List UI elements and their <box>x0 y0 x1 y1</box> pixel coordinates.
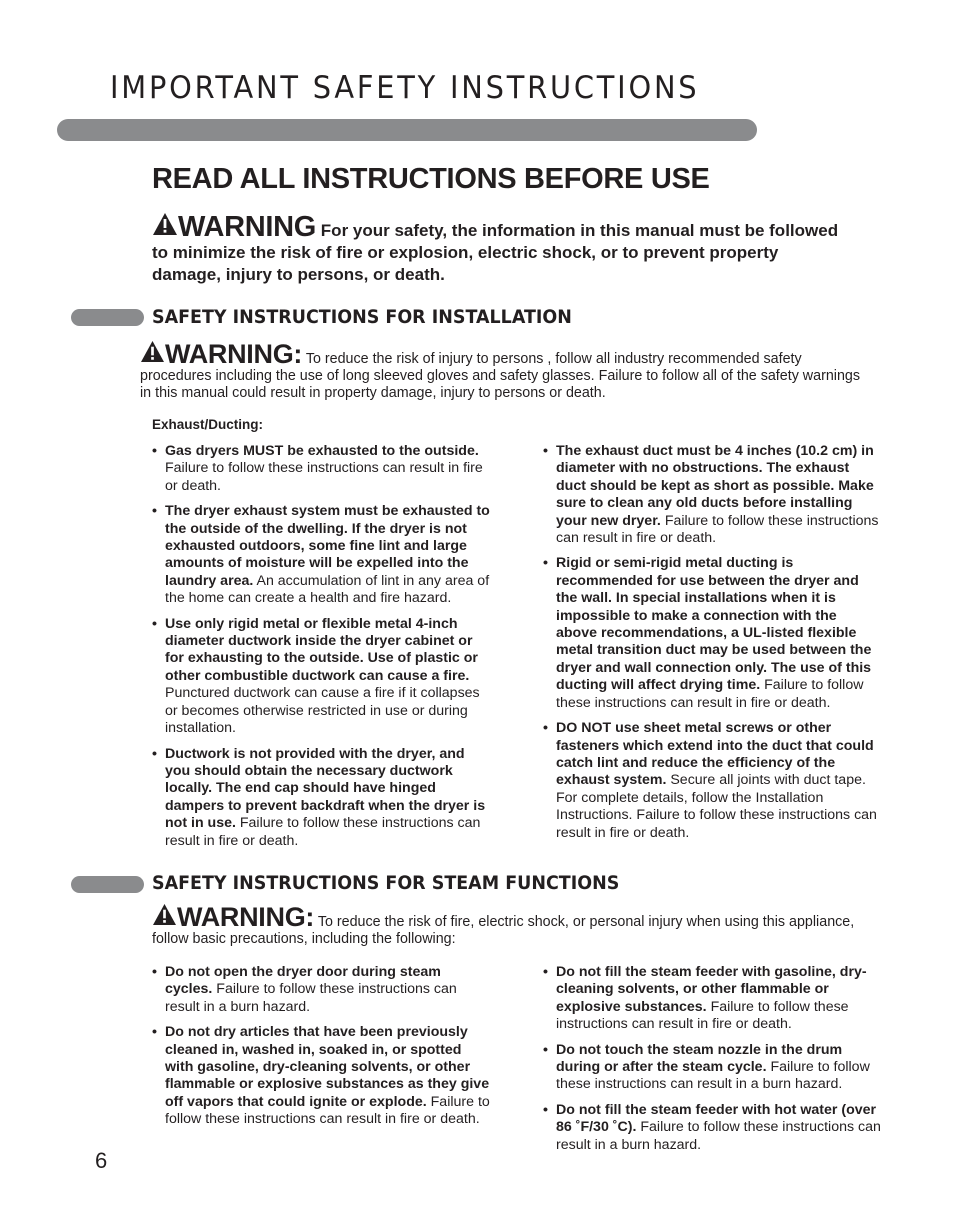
bullet-bold-text: Gas dryers MUST be exhausted to the outside. <box>165 443 479 459</box>
steam-right-column <box>543 964 881 1162</box>
title-bar <box>57 119 757 141</box>
steam-left-column <box>152 964 492 1137</box>
installation-warning <box>140 340 875 402</box>
bullet-bold-text: Ductwork is not provided with the dryer, and you should obtain the necessary ductwork locally. The end cap should have hinged dampers to prevent backdraft when the dryer is not in use. <box>165 745 486 832</box>
warning-word: WARNING <box>178 211 317 243</box>
bullet-item <box>152 1024 492 1128</box>
installation-section-title: SAFETY INSTRUCTIONS FOR INSTALLATION <box>152 306 572 328</box>
bullet-bold-text: Do not fill the steam feeder with gasoline, dry-cleaning solvents, or other flammable or explosive substances. <box>556 964 867 1015</box>
bullet-bold-text: Do not open the dryer door during steam cycles. <box>165 964 441 998</box>
steam-section-title: SAFETY INSTRUCTIONS FOR STEAM FUNCTIONS <box>152 872 620 894</box>
bullet-text: Secure all joints with duct tape. For complete details, follow the Installation Instructions. Failure to follow these instructions can result in fire or death. <box>556 772 877 841</box>
bullet-item <box>152 443 492 495</box>
bullet-item <box>152 746 492 850</box>
warning-word: WARNING: <box>177 902 315 932</box>
page-number: 6 <box>95 1148 108 1173</box>
bullet-item <box>152 503 492 607</box>
bullet-bold-text: DO NOT use sheet metal screws or other fasteners which extend into the duct that could catch lint and reduce the efficiency of the exhaust system. <box>556 720 874 789</box>
page-title: IMPORTANT SAFETY INSTRUCTIONS <box>110 70 700 106</box>
bullet-item <box>543 555 881 712</box>
installation-warning-text: To reduce the risk of injury to persons , follow all industry recommended safety procedures including the use of long sleeved gloves and safety glasses. Failure to follow all of the safety warnings in this manual could result in property damage, injury to persons or death. <box>140 351 861 401</box>
installation-left-column <box>152 443 492 858</box>
main-warning-text: For your safety, the information in this manual must be followed to minimize the risk of fire or explosion, electric shock, or to prevent property damage, injury to persons, or death. <box>152 221 839 284</box>
warning-word: WARNING: <box>165 339 303 369</box>
bullet-item <box>152 964 492 1016</box>
warning-triangle-icon <box>152 212 178 236</box>
section-marker <box>71 309 144 326</box>
bullet-bold-text: The dryer exhaust system must be exhausted to the outside of the dwelling. If the dryer is not exhausted outdoors, some fine lint and large amounts of moisture will be expelled into the laundry area. <box>165 503 490 589</box>
bullet-text: Failure to follow these instructions can result in fire or death. <box>556 998 849 1033</box>
bullet-text: Failure to follow these instructions can result in fire or death. <box>556 512 879 547</box>
bullet-bold-text: Rigid or semi-rigid metal ducting is recommended for use between the dryer and the wall. In special installations when it is impossible to make a connection with the above recommendations, a UL-listed flexible metal transition duct may be used between the dryer and wall connection only. The use of this ducting will affect drying time. <box>556 555 872 694</box>
bullet-text: Failure to follow these instructions can result in a burn hazard. <box>556 1059 870 1093</box>
read-all-heading: READ ALL INSTRUCTIONS BEFORE USE <box>152 163 710 195</box>
main-warning <box>152 212 842 286</box>
warning-triangle-icon <box>140 340 165 363</box>
bullet-item <box>543 1042 881 1094</box>
section-marker <box>71 876 144 893</box>
exhaust-ducting-subhead: Exhaust/Ducting: <box>152 417 264 432</box>
bullet-item <box>152 616 492 738</box>
bullet-text: Failure to follow these instructions can result in fire or death. <box>556 677 864 711</box>
bullet-item <box>543 720 881 842</box>
bullet-bold-text: The exhaust duct must be 4 inches (10.2 cm) in diameter with no obstructions. The exhaust duct should be kept as short as possible. Make sure to clean any old ducts before installing your new dryer. <box>556 443 874 529</box>
bullet-item <box>543 443 881 547</box>
bullet-text: Failure to follow these instructions can result in a burn hazard. <box>556 1119 881 1153</box>
installation-right-column <box>543 443 881 850</box>
bullet-text: Failure to follow these instructions can result in fire or death. <box>165 815 481 849</box>
bullet-text: Failure to follow these instructions can result in fire or death. <box>165 1093 490 1128</box>
bullet-item <box>543 1102 881 1154</box>
bullet-item <box>543 964 881 1034</box>
bullet-text: An accumulation of lint in any area of the home can create a health and fire hazard. <box>165 572 490 607</box>
bullet-text: Failure to follow these instructions can result in a burn hazard. <box>165 981 457 1015</box>
bullet-bold-text: Do not dry articles that have been previously cleaned in, washed in, soaked in, or spotted with gasoline, dry-cleaning solvents, or other flammable or explosive substances as they give off vapors that could ignite or explode. <box>165 1024 490 1110</box>
bullet-text: Punctured ductwork can cause a fire if it collapses or becomes otherwise restricted in use or during installation. <box>165 685 480 737</box>
steam-warning-text: To reduce the risk of fire, electric shock, or personal injury when using this appliance, follow basic precautions, including the following: <box>152 914 855 947</box>
bullet-bold-text: Do not fill the steam feeder with hot water (over 86 ˚F/30 ˚C). <box>556 1101 877 1136</box>
steam-warning <box>152 903 882 948</box>
warning-triangle-icon <box>152 903 177 926</box>
bullet-bold-text: Use only rigid metal or flexible metal 4-inch diameter ductwork inside the dryer cabinet or for exhausting to the outside. Use of plastic or other combustible ductwork can cause a fire. <box>165 615 478 684</box>
bullet-bold-text: Do not touch the steam nozzle in the drum during or after the steam cycle. <box>556 1041 843 1076</box>
bullet-text: Failure to follow these instructions can result in fire or death. <box>165 460 483 494</box>
